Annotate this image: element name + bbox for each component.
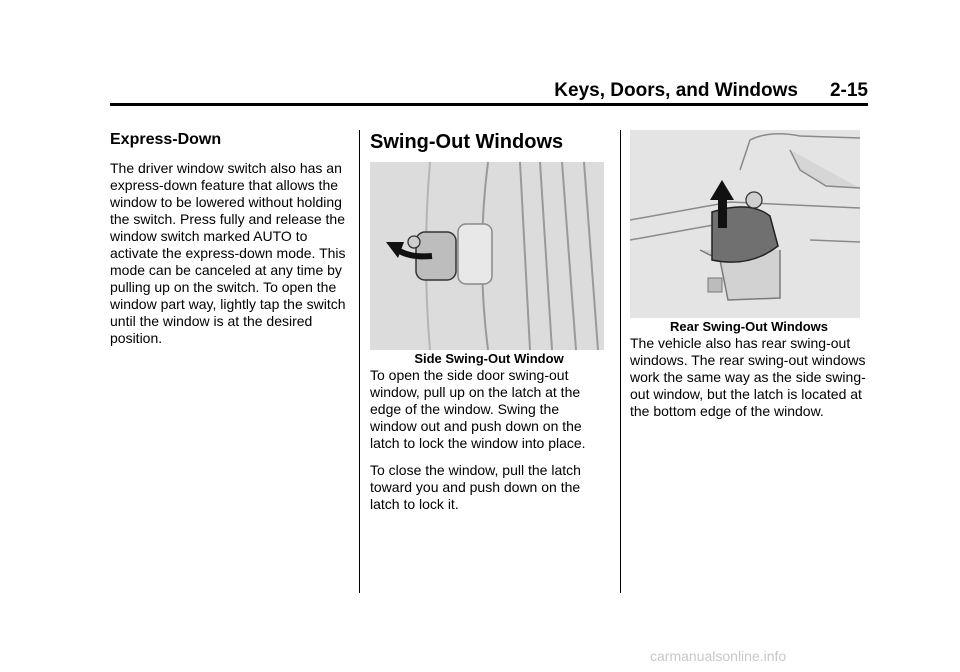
side-window-open-text: To open the side door swing-out window, pull up on the latch at the edge of the window. Swing the window out and push down on the latch to lock the window into place. xyxy=(370,367,586,451)
rear-window-text: The vehicle also has rear swing-out windows. The rear swing-out windows work the same way as the side swing-out window, but the latch is located at the bottom edge of the window. xyxy=(630,335,866,419)
column-divider-2 xyxy=(620,130,621,593)
page-number: 2-15 xyxy=(829,80,868,101)
side-window-latch-illustration xyxy=(370,162,604,350)
rear-window-caption: Rear Swing-Out Windows xyxy=(669,319,829,334)
rear-window-latch-illustration xyxy=(630,130,860,318)
express-down-body: The driver window switch also has an express-down feature that allows the window to be lowered without holding the switch. Press fully and release the window switch marked AUTO to activate the express-down mode. This mode can be canceled at any time by pulling up on the switch. To open the window part way, lightly tap the switch until the window is at the desired position. xyxy=(110,160,346,346)
express-down-heading: Express-Down xyxy=(110,131,222,148)
swing-out-heading: Swing-Out Windows xyxy=(370,131,564,153)
column-2 xyxy=(370,130,608,513)
header-rule xyxy=(110,103,868,106)
side-window-close-text: To close the window, pull the latch toward you and push down on the latch to lock it. xyxy=(370,462,581,512)
side-window-caption: Side Swing-Out Window xyxy=(414,351,564,366)
watermark: carmanualsonline.info xyxy=(650,648,787,664)
page-header xyxy=(110,80,868,104)
column-divider-1 xyxy=(359,130,360,593)
column-1 xyxy=(110,130,348,347)
column-3 xyxy=(630,130,868,420)
section-title: Keys, Doors, and Windows xyxy=(554,80,798,101)
